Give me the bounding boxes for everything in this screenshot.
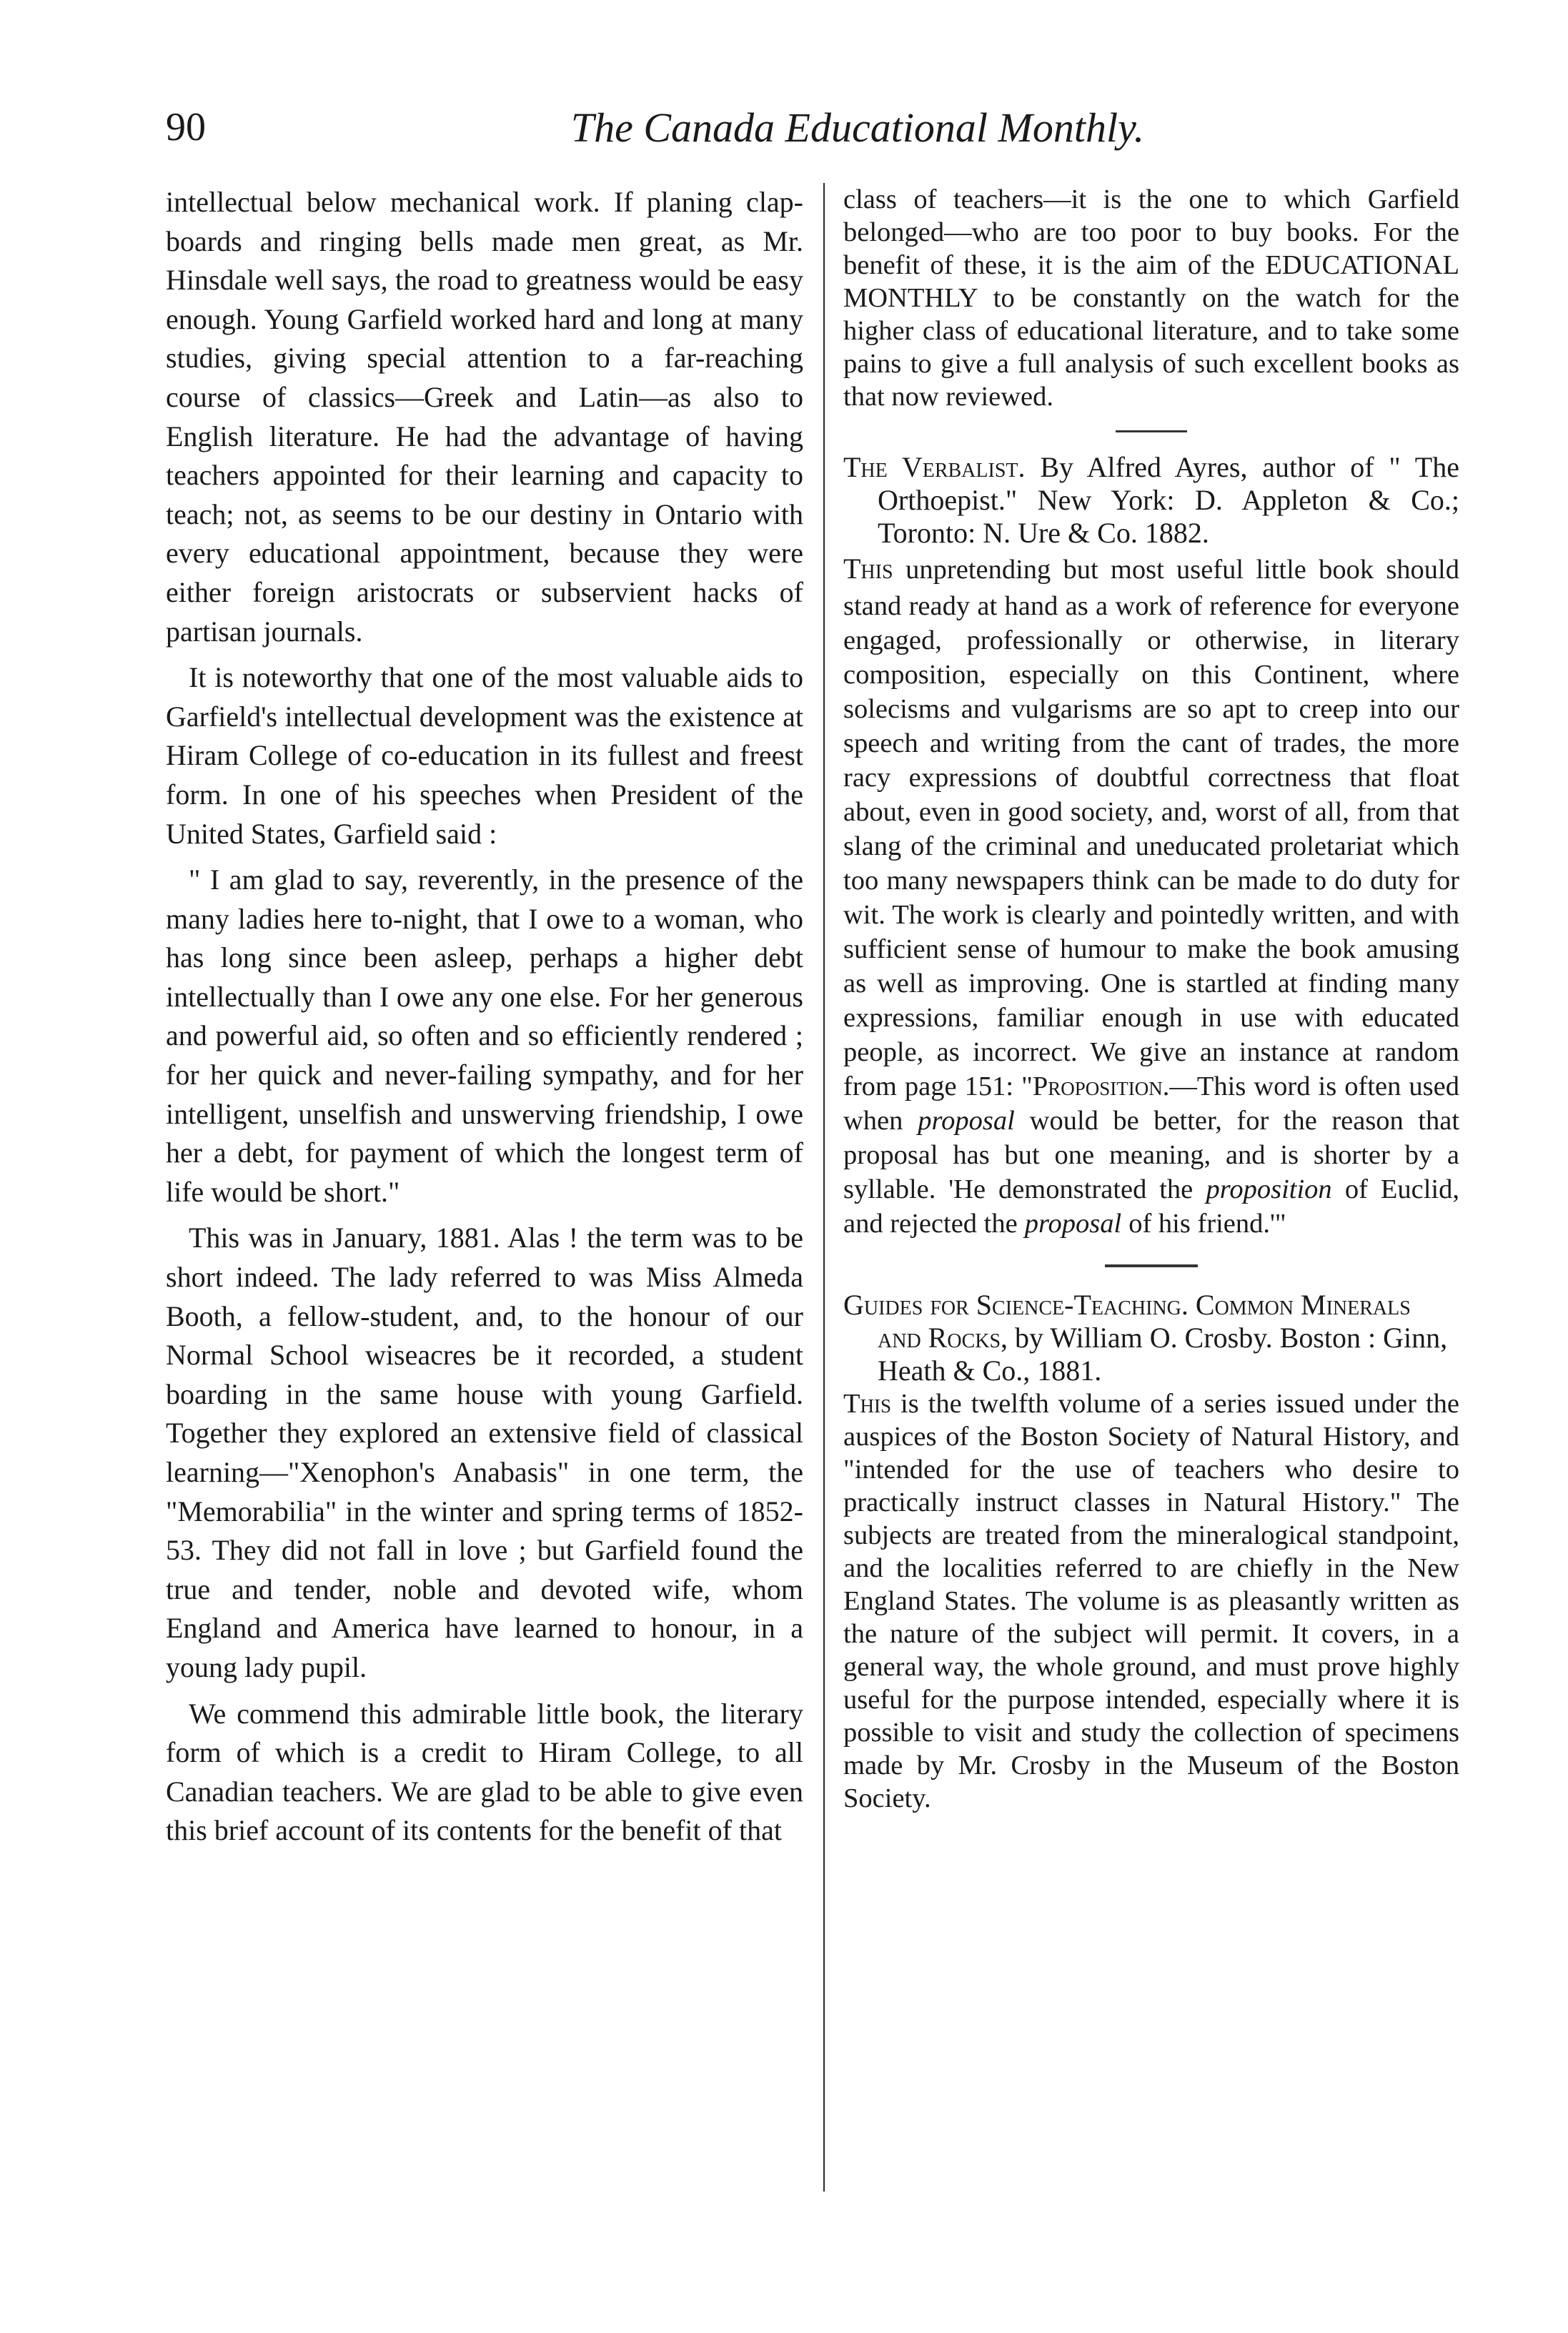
review-heading-verbalist xyxy=(843,451,1459,550)
italic-proposal-1: proposal xyxy=(918,1106,1015,1136)
review-body-minerals-text: is the twelfth volume of a series issued under the auspices of the Boston Society of Natural History, and "intended for the use of teachers who desire to practically instruct classes in Natural History." The subjects are treated from the mineralogical standpoint, and the localities referred to are chiefly in the New England States. The volume is as pleasantly written as the nature of the subject will permit. It covers, in a general way, the whole ground, and must prove highly useful for the purpose intended, especially where it is possible to visit and study the collection of specimens made by Mr. Crosby in the Museum of the Boston Society. xyxy=(843,1389,1459,1813)
review-body-verbalist-text-c: would be better, for the reason that proposal has but one meaning, and is shorter by a syllable. 'He demonstrated the xyxy=(843,1106,1460,1204)
review-title-verbalist: The Verbalist. xyxy=(843,451,1026,483)
separator-rule-1 xyxy=(1116,430,1187,432)
review-body-verbalist-text-d: of Euclid, and rejected the xyxy=(843,1174,1459,1239)
left-paragraph-4: This was in January, 1881. Alas ! the term was to be short indeed. The lady referred to was Miss Almeda Booth, a fellow-student, and, to the honour of our Normal School wiseacres be it recorded, a student boarding in the same house with young Garfield. Together they explored an extensive field of classical learning—"Xenophon's Anabasis" in one term, the "Memorabilia" in the winter and spring terms of 1852-53. They did not fall in love ; but Garfield found the true and tender, noble and devoted wife, whom England and America have learned to honour, in a young lady pupil. xyxy=(166,1222,803,1683)
term-proposition: Proposition xyxy=(1032,1071,1163,1101)
review-body-minerals xyxy=(843,1387,1459,1815)
column-divider xyxy=(823,183,825,2191)
review-body-verbalist xyxy=(843,550,1459,1240)
separator-rule-2 xyxy=(1105,1264,1198,1267)
review-citation-verbalist: By Alfred Ayres, author of " The Orthoepist." New York: D. Appleton & Co.; Toronto: N. Ure & Co. 1882. xyxy=(878,451,1459,549)
left-column xyxy=(166,183,803,1851)
left-paragraph-2: It is noteworthy that one of the most valuable aids to Garfield's intellectual development was the existence at Hiram College of co-education in its fullest and freest form. In one of his speeches when President of the United States, Garfield said : xyxy=(166,661,803,850)
left-paragraph-1: intellectual below mechanical work. If planing clap-boards and ringing bells made men great, as Mr. Hinsdale well says, the road to greatness would be easy enough. Young Garfield worked hard and long at many studies, giving special attention to a far-reaching course of classics—Greek and Latin—as also to English literature. He had the advantage of having teachers appointed for their learning and capacity to teach; not, as seems to be our destiny in Ontario with every educational appointment, because they were either foreign aristocrats or subservient hacks of partisan journals. xyxy=(166,186,803,648)
running-head: The Canada Educational Monthly. xyxy=(570,104,1145,151)
review-body-verbalist-text: unpretending but most useful little book should stand ready at hand as a work of reference for everyone engaged, professionally or otherwise, in literary composition, especially on this Continent, where solecisms and vulgarisms are so apt to creep into our speech and writing from the cant of trades, the more racy expressions of doubtful correctness that float about, even in good society, and, worst of all, from that slang of the criminal and uneducated proletariat which too many newspapers think can be made to do duty for wit. The work is clearly and pointedly written, and with sufficient sense of humour to make the book amusing as well as improving. One is startled at finding many expressions, familiar enough in use with educated people, as incorrect. We give an instance at random from page 151: " xyxy=(843,555,1459,1101)
italic-proposition: proposition xyxy=(1206,1174,1332,1204)
left-paragraph-3-quote: " I am glad to say, reverently, in the presence of the many ladies here to-night, that I owe to a woman, who has long since been asleep, perhaps a higher debt intellectually than I owe any one else. For her generous and powerful aid, so often and so efficiently rendered ; for her quick and never-failing sympathy, and for her intelligent, unselfish and unswerving friendship, I owe her a debt, for payment of which the longest term of life would be short." xyxy=(166,863,803,1208)
lead-word: This xyxy=(843,553,893,585)
page-number: 90 xyxy=(166,105,206,149)
left-paragraph-5: We commend this admirable little book, the literary form of which is a credit to Hiram College, to all Canadian teachers. We are glad to be able to give even this brief account of its contents for the benefit of that xyxy=(166,1697,803,1847)
review-body-verbalist-text-b: .—This word is often used when xyxy=(843,1071,1459,1136)
review-citation-minerals: by William O. Crosby. Boston : Ginn, Heath & Co., 1881. xyxy=(878,1322,1448,1387)
lead-word-minerals: This xyxy=(843,1389,892,1419)
review-body-verbalist-text-e: of his friend.'" xyxy=(1128,1209,1286,1239)
review-body-verbalist-large xyxy=(843,553,905,585)
italic-proposal-2: proposal xyxy=(1024,1209,1122,1239)
right-paragraph-1: class of teachers—it is the one to which Garfield belonged—who are too poor to buy books. For the benefit of these, it is the aim of the EDUCATIONAL MONTHLY to be constantly on the watch for the higher class of educational literature, and to take some pains to give a full analysis of such excellent books as that now reviewed. xyxy=(843,184,1459,412)
right-column xyxy=(843,183,1459,1815)
review-title-minerals: Guides for Science-Teaching. Common Minerals and Rocks, xyxy=(843,1289,1411,1354)
review-heading-minerals xyxy=(843,1289,1459,1387)
